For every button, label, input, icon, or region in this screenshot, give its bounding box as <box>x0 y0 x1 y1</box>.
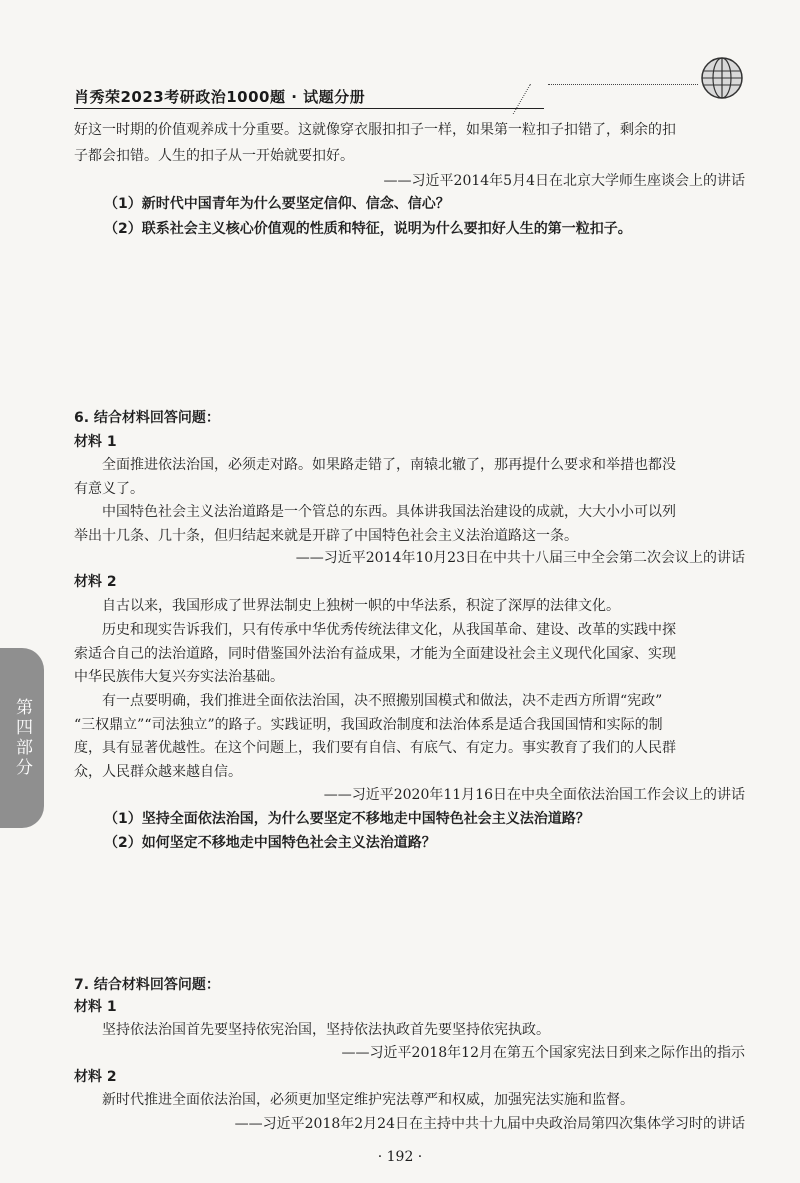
paragraph-line: 自古以来，我国形成了世界法制史上独树一帜的中华法系，积淀了深厚的法律文化。 <box>102 598 620 614</box>
citation: ——习近平2018年2月24日在主持中共十九届中央政治局第四次集体学习时的讲话 <box>234 1116 745 1132</box>
header-divider <box>513 84 532 114</box>
paragraph-line: 中华民族伟大复兴夯实法治基础。 <box>74 669 284 685</box>
paragraph-line: “三权鼎立”“司法独立”的路子。实践证明，我国政治制度和法治体系是适合我国国情和实际的制 <box>74 717 663 733</box>
paragraph-line: 度，具有显著优越性。在这个问题上，我们要有自信、有底气、有定力。事实教育了我们的人民群 <box>74 740 676 756</box>
paragraph-line: 众，人民群众越来越自信。 <box>74 764 242 780</box>
paragraph-line: 好这一时期的价值观养成十分重要。这就像穿衣服扣扣子一样，如果第一粒扣子扣错了，剩余的扣 <box>74 122 676 138</box>
paragraph-line: 中国特色社会主义法治道路是一个管总的东西。具体讲我国法治建设的成就，大大小小可以列 <box>102 504 676 520</box>
page-number: · 192 · <box>377 1149 423 1165</box>
citation: ——习近平2020年11月16日在中央全面依法治国工作会议上的讲话 <box>323 787 745 803</box>
citation: ——习近平2014年10月23日在中共十八届三中全会第二次会议上的讲话 <box>295 550 745 566</box>
globe-icon <box>700 56 744 100</box>
question-heading: 7. 结合材料回答问题： <box>74 977 220 993</box>
header-dotted-rule <box>548 84 698 85</box>
question-1: （1）坚持全面依法治国，为什么要坚定不移地走中国特色社会主义法治道路？ <box>104 811 590 827</box>
section-tab <box>0 648 44 828</box>
citation: ——习近平2014年5月4日在北京大学师生座谈会上的讲话 <box>383 173 745 189</box>
section-tab-label: 第四部分 <box>12 698 32 778</box>
paragraph-line: 有意义了。 <box>74 481 144 497</box>
citation: ——习近平2018年12月在第五个国家宪法日到来之际作出的指示 <box>341 1045 745 1061</box>
material-label: 材料 1 <box>74 434 117 450</box>
question-heading: 6. 结合材料回答问题： <box>74 410 220 426</box>
header-rule <box>74 108 544 109</box>
question-2: （2）如何坚定不移地走中国特色社会主义法治道路？ <box>104 835 436 851</box>
paragraph-line: 索适合自己的法治道路，同时借鉴国外法治有益成果，才能为全面建设社会主义现代化国家、实现 <box>74 646 676 662</box>
material-label: 材料 2 <box>74 574 117 590</box>
material-label: 材料 2 <box>74 1069 117 1085</box>
paragraph-line: 历史和现实告诉我们，只有传承中华优秀传统法律文化，从我国革命、建设、改革的实践中探 <box>102 622 676 638</box>
paragraph-line: 新时代推进全面依法治国，必须更加坚定维护宪法尊严和权威，加强宪法实施和监督。 <box>102 1092 634 1108</box>
question-1: （1）新时代中国青年为什么要坚定信仰、信念、信心？ <box>104 196 450 212</box>
paragraph-line: 举出十几条、几十条，但归结起来就是开辟了中国特色社会主义法治道路这一条。 <box>74 528 578 544</box>
question-2: （2）联系社会主义核心价值观的性质和特征，说明为什么要扣好人生的第一粒扣子。 <box>104 221 632 237</box>
material-label: 材料 1 <box>74 999 117 1015</box>
paragraph-line: 坚持依法治国首先要坚持依宪治国，坚持依法执政首先要坚持依宪执政。 <box>102 1022 550 1038</box>
paragraph-line: 有一点要明确，我们推进全面依法治国，决不照搬别国模式和做法，决不走西方所谓“宪政” <box>102 693 663 709</box>
paragraph-line: 子都会扣错。人生的扣子从一开始就要扣好。 <box>74 148 354 164</box>
book-title: 肖秀荣2023考研政治1000题 · 试题分册 <box>74 88 366 106</box>
paragraph-line: 全面推进依法治国，必须走对路。如果路走错了，南辕北辙了，那再提什么要求和举措也都没 <box>102 457 676 473</box>
